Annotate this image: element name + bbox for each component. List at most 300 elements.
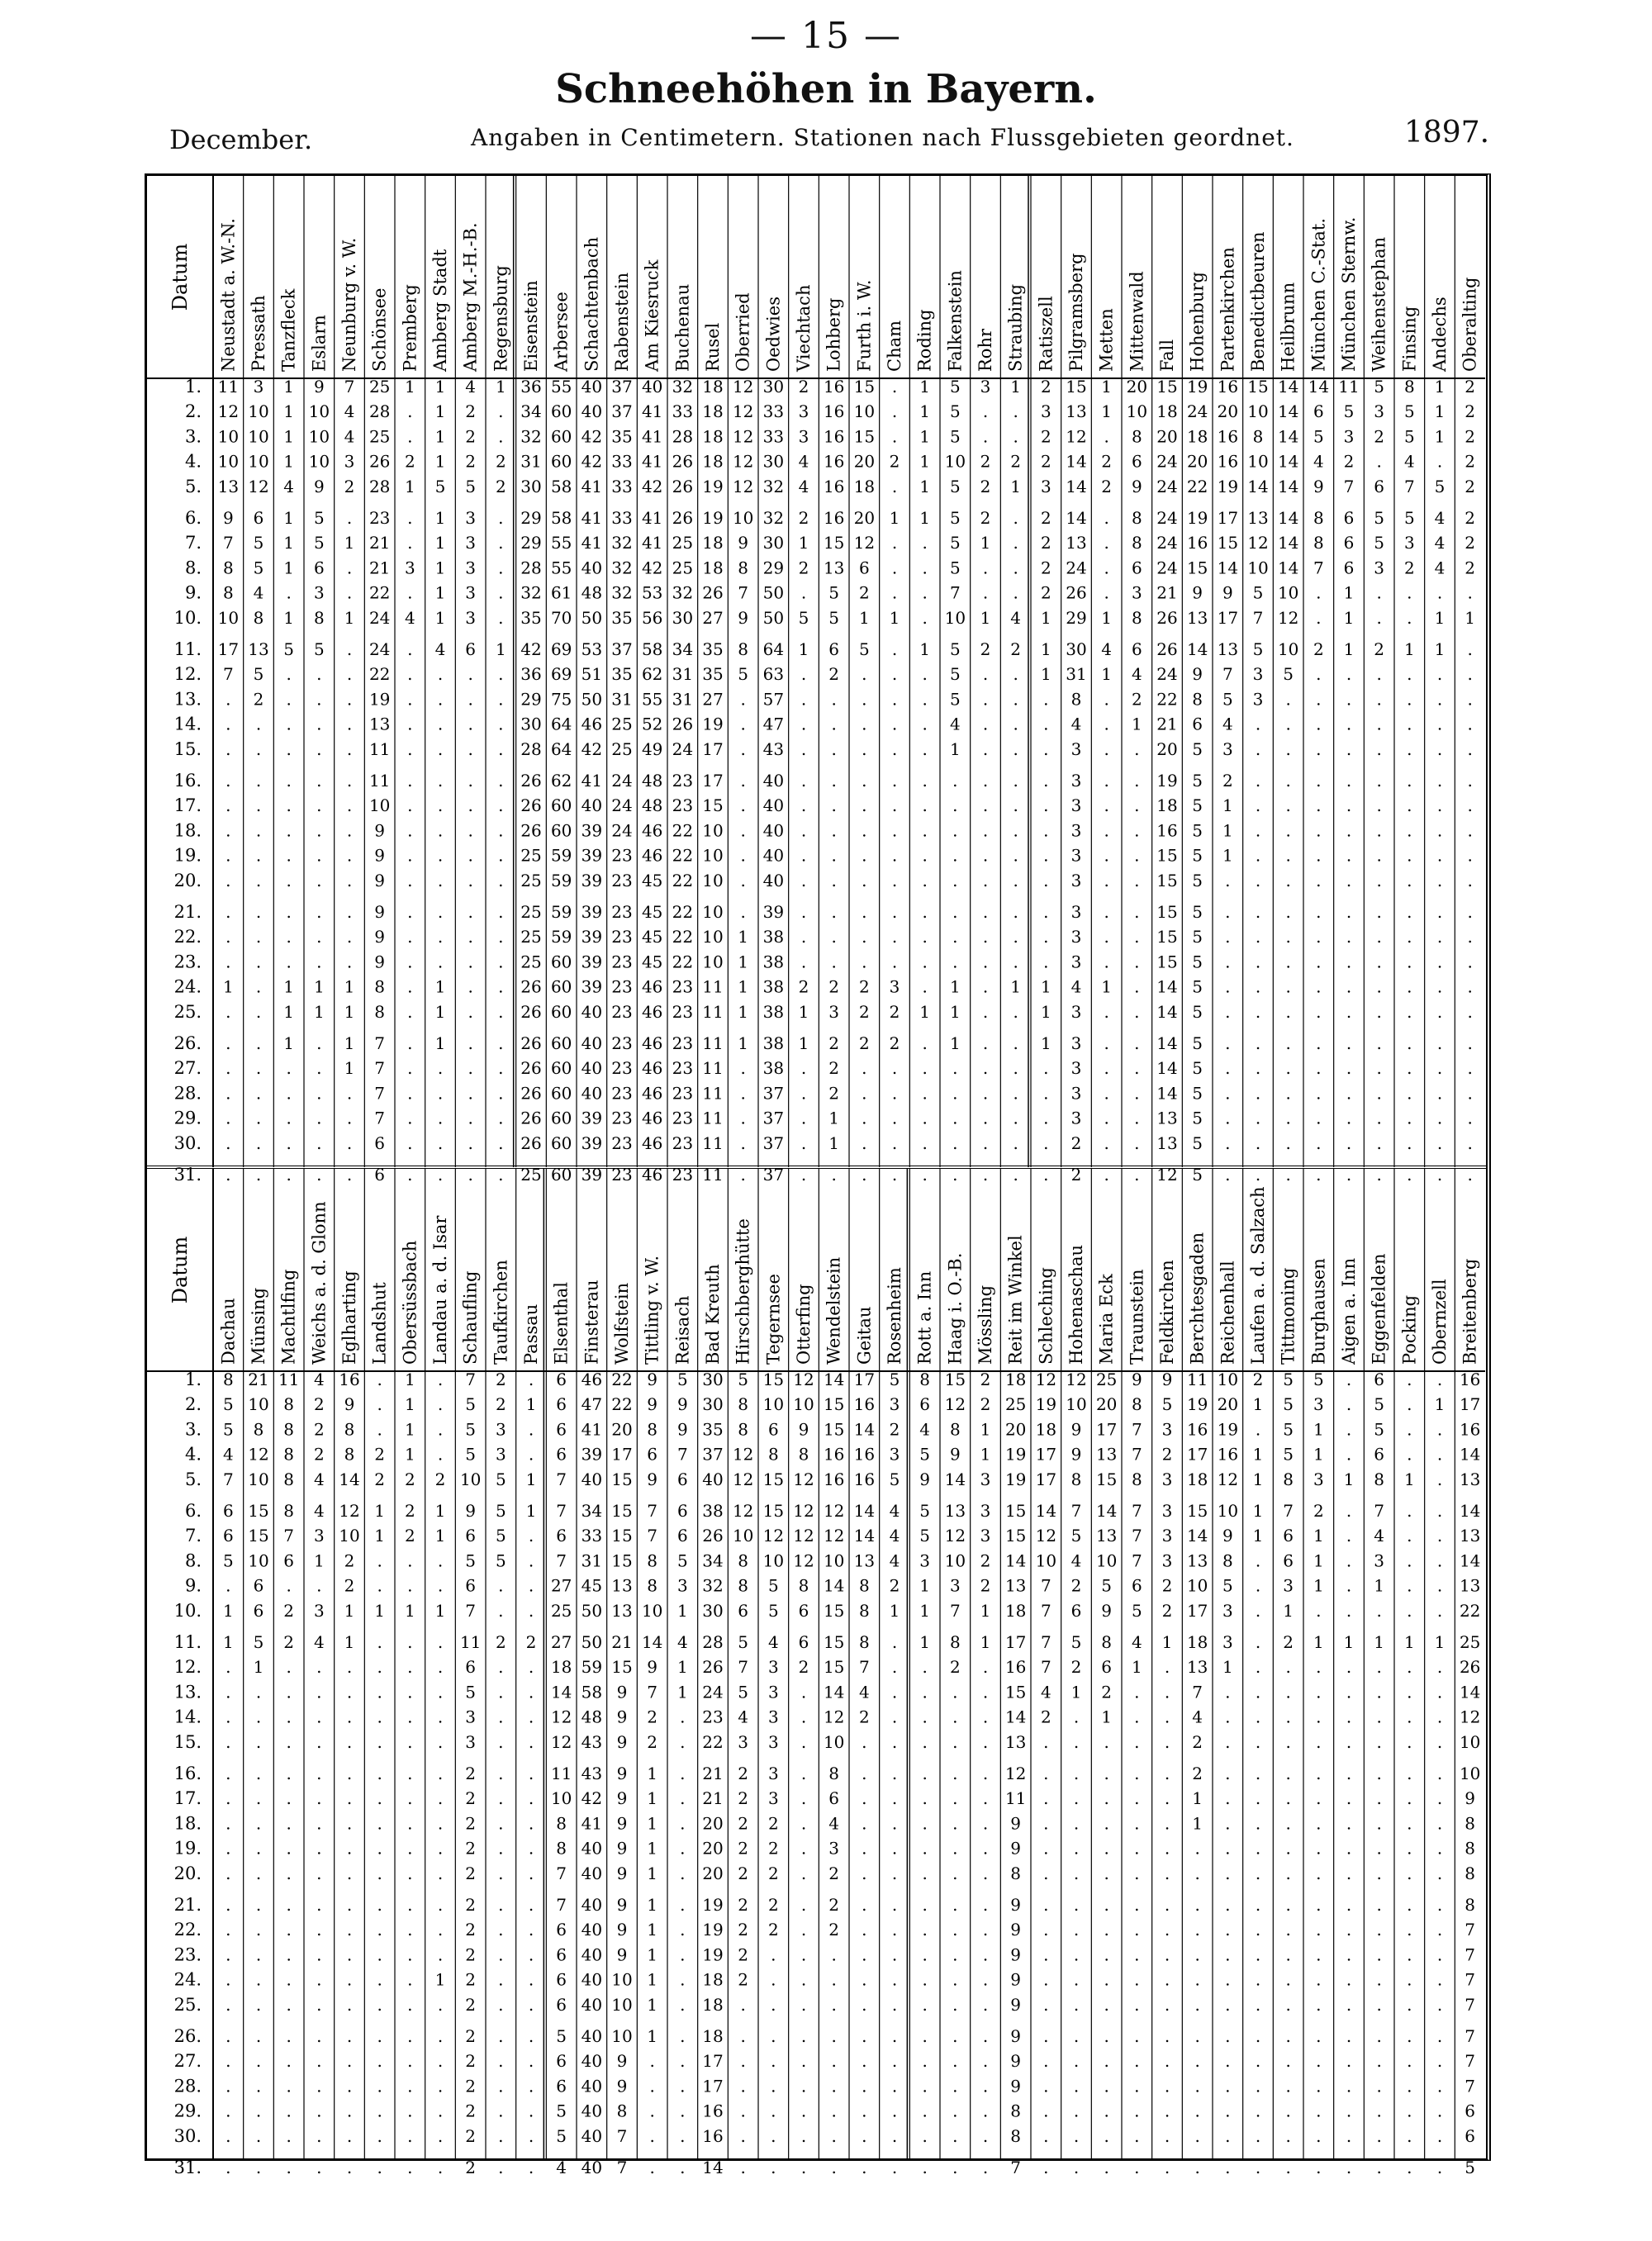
table-cell: . (800, 1132, 807, 1153)
table-cell: . (498, 714, 504, 734)
table-cell: 21 (368, 533, 391, 553)
table-cell: 2 (798, 976, 809, 997)
table-cell: 19 (1217, 476, 1239, 496)
table-cell: . (1407, 902, 1412, 922)
table-cell: . (1255, 902, 1261, 922)
table-cell: . (1285, 1682, 1291, 1702)
table-cell: . (891, 1969, 898, 1990)
table-cell: 18 (1186, 1632, 1208, 1652)
table-cell: . (255, 820, 262, 841)
station-header: Landau a. d. Isar (430, 1215, 450, 1365)
table-cell: 7 (647, 1682, 658, 1702)
table-cell: 5 (313, 533, 325, 553)
table-cell: 34 (520, 401, 542, 422)
table-cell: . (1316, 2125, 1322, 2146)
table-cell: 60 (550, 1001, 572, 1022)
table-cell: 20 (1217, 401, 1239, 422)
table-cell: 12 (550, 1731, 572, 1752)
table-cell: . (1316, 738, 1322, 759)
table-cell: 18 (853, 476, 876, 496)
table-cell: . (286, 795, 292, 816)
table-cell: 28 (702, 1632, 724, 1652)
table-cell: . (498, 1944, 504, 1965)
table-cell: . (316, 2076, 322, 2096)
table-cell: . (1043, 870, 1049, 890)
table-cell: . (1285, 902, 1291, 922)
table-cell: 32 (520, 582, 542, 603)
table-cell: 18 (702, 451, 724, 472)
table-cell: 43 (581, 1764, 603, 1783)
table-cell: . (1436, 1501, 1443, 1521)
table-cell: 40 (581, 2158, 603, 2177)
table-cell: . (346, 1707, 353, 1727)
table-cell: . (1013, 820, 1018, 841)
table-cell: . (1104, 870, 1109, 890)
table-cell: . (468, 771, 473, 791)
table-cell: . (1013, 845, 1018, 866)
table-cell: 5 (949, 639, 961, 659)
station-header: Ratiszell (1036, 296, 1056, 372)
table-cell: . (316, 1657, 322, 1678)
table-cell: . (982, 1001, 989, 1022)
table-cell: . (316, 689, 322, 710)
table-cell: . (831, 2125, 837, 2146)
table-cell: . (286, 927, 292, 947)
table-cell: 12 (853, 533, 876, 553)
table-cell: 2 (465, 1895, 477, 1915)
table-cell: 9 (616, 2051, 628, 2072)
table-cell: 3 (1374, 558, 1385, 578)
table-cell: . (468, 1108, 473, 1128)
table-cell: 12 (793, 1370, 814, 1389)
table-cell: 16 (853, 1469, 876, 1489)
table-cell: 8 (798, 1575, 809, 1596)
table-cell: 1 (1313, 1632, 1324, 1652)
table-cell: . (1436, 870, 1443, 890)
table-cell: . (952, 1863, 958, 1883)
table-cell: 6 (253, 1600, 264, 1621)
table-cell: 2 (404, 1501, 415, 1521)
table-cell: . (1255, 1994, 1261, 2015)
table-cell: . (286, 714, 292, 734)
table-cell: . (1467, 738, 1473, 759)
table-cell: . (346, 1994, 353, 2015)
table-cell: 4 (1434, 533, 1446, 553)
table-cell: . (528, 2101, 534, 2121)
table-cell: . (891, 738, 898, 759)
table-cell: 41 (581, 533, 603, 553)
table-cell: . (1073, 1707, 1080, 1727)
table-cell: . (1436, 1165, 1443, 1185)
table-cell: . (1043, 771, 1049, 791)
table-cell: 15 (1156, 902, 1178, 922)
table-cell: 2 (738, 1895, 749, 1915)
table-cell: . (771, 2101, 776, 2121)
table-cell: . (377, 1419, 382, 1440)
table-cell: 30 (762, 377, 785, 396)
table-cell: 3 (1222, 1632, 1233, 1652)
table-cell: 11 (702, 1083, 724, 1104)
table-cell: 18 (1186, 1469, 1208, 1489)
table-cell: 15 (1186, 1501, 1208, 1521)
table-cell: 5 (222, 1394, 234, 1415)
table-cell: . (1194, 1920, 1200, 1940)
table-cell: 4 (889, 1501, 900, 1521)
table-cell: . (1225, 1994, 1231, 2015)
table-cell: 13 (823, 558, 845, 578)
table-cell: . (1376, 1033, 1382, 1053)
table-cell: . (255, 952, 262, 972)
table-cell: 6 (1131, 639, 1142, 659)
table-cell: . (680, 2026, 686, 2046)
table-cell: 2 (980, 451, 991, 472)
table-cell: . (498, 976, 504, 997)
table-cell: 26 (1459, 1657, 1481, 1678)
table-cell: . (286, 1657, 292, 1678)
table-cell: . (831, 820, 837, 841)
table-cell: . (346, 902, 353, 922)
table-cell: 2 (495, 451, 506, 472)
table-cell: . (1255, 1165, 1261, 1185)
table-cell: 1 (1131, 714, 1142, 734)
table-cell: . (225, 1575, 231, 1596)
table-cell: 16 (853, 1394, 876, 1415)
table-cell: . (225, 1707, 231, 1727)
table-cell: . (498, 2076, 504, 2096)
datum-cell: 12. (173, 664, 202, 685)
table-cell: . (1316, 1994, 1322, 2015)
table-cell: 8 (283, 1394, 295, 1415)
table-cell: 23 (672, 1132, 694, 1153)
table-cell: 2 (738, 1764, 749, 1783)
table-cell: 37 (611, 401, 633, 422)
table-cell: 38 (762, 952, 785, 972)
table-cell: . (800, 952, 807, 972)
table-cell: 2 (1464, 451, 1476, 472)
table-cell: . (680, 1863, 686, 1883)
table-cell: 26 (1156, 639, 1178, 659)
table-cell: 4 (1070, 976, 1082, 997)
table-cell: . (1346, 2125, 1352, 2146)
table-cell: 35 (520, 607, 542, 628)
table-cell: . (377, 1370, 382, 1389)
table-cell: 15 (1217, 533, 1239, 553)
table-cell: 9 (374, 820, 386, 841)
table-cell: . (891, 1764, 898, 1783)
table-cell: 5 (1434, 476, 1446, 496)
table-cell: . (1376, 1969, 1382, 1990)
table-cell: 60 (550, 1165, 572, 1185)
table-cell: . (1376, 2026, 1382, 2046)
station-header: Premberg (400, 284, 420, 372)
table-cell: . (1104, 1788, 1109, 1809)
station-header: Tittling v. W. (642, 1256, 662, 1365)
table-cell: . (1376, 902, 1382, 922)
table-cell: 20 (853, 451, 876, 472)
table-cell: 2 (1070, 1657, 1082, 1678)
table-cell: . (1285, 2051, 1291, 2072)
table-cell: 23 (672, 795, 694, 816)
table-cell: . (1194, 1895, 1200, 1915)
table-cell: 5 (222, 1550, 234, 1571)
table-cell: . (1043, 845, 1049, 866)
table-cell: 3 (1070, 1033, 1082, 1053)
station-header: Pocking (1399, 1294, 1420, 1365)
table-cell: . (1255, 1707, 1261, 1727)
table-cell: . (346, 738, 353, 759)
table-cell: . (1255, 845, 1261, 866)
table-cell: . (862, 927, 867, 947)
table-cell: 2 (495, 1394, 506, 1415)
table-cell: . (1225, 1863, 1231, 1883)
table-cell: 8 (1131, 508, 1142, 528)
table-cell: . (1285, 1764, 1291, 1783)
table-cell: 8 (1010, 2101, 1022, 2121)
table-cell: 16 (1217, 451, 1239, 472)
table-cell: . (1376, 845, 1382, 866)
table-cell: . (1346, 976, 1352, 997)
station-header: Schleching (1036, 1267, 1056, 1365)
table-cell: . (316, 1969, 322, 1990)
table-cell: 1 (798, 1001, 809, 1022)
table-cell: 1 (1040, 1033, 1051, 1053)
table-cell: 10 (1247, 558, 1269, 578)
table-cell: 2 (980, 476, 991, 496)
table-cell: . (862, 1920, 867, 1940)
table-cell: 3 (465, 607, 477, 628)
table-cell: . (831, 870, 837, 890)
table-cell: 9 (1464, 1788, 1476, 1809)
table-cell: . (982, 1920, 989, 1940)
table-cell: . (1346, 1083, 1352, 1104)
table-cell: . (800, 2076, 807, 2096)
table-cell: 22 (611, 1370, 633, 1389)
table-cell: 9 (1010, 2026, 1022, 2046)
station-header: Passau (521, 1303, 541, 1365)
table-cell: . (1407, 714, 1412, 734)
table-cell: . (952, 1731, 958, 1752)
table-cell: 4 (404, 607, 415, 628)
table-cell: 37 (762, 1083, 785, 1104)
table-cell: 2 (1010, 451, 1022, 472)
table-cell: 1 (525, 1469, 537, 1489)
table-cell: . (1285, 1731, 1291, 1752)
table-cell: 47 (762, 714, 785, 734)
table-cell: . (922, 664, 928, 685)
table-cell: . (922, 902, 928, 922)
table-cell: 2 (1070, 1165, 1082, 1185)
table-cell: 15 (248, 1526, 269, 1546)
table-cell: 7 (1040, 1575, 1051, 1596)
table-cell: . (225, 1083, 231, 1104)
table-cell: . (1316, 1969, 1322, 1990)
table-cell: 13 (611, 1600, 633, 1621)
table-cell: 8 (647, 1550, 658, 1571)
table-cell: 46 (641, 1058, 663, 1079)
table-cell: 1 (1434, 401, 1446, 422)
table-cell: . (255, 1132, 262, 1153)
table-cell: . (1346, 771, 1352, 791)
table-cell: 24 (1156, 508, 1178, 528)
table-cell: . (1467, 582, 1473, 603)
table-cell: 1 (949, 1033, 961, 1053)
table-cell: . (225, 1895, 231, 1915)
table-cell: . (255, 714, 262, 734)
table-cell: . (680, 2076, 686, 2096)
table-cell: . (225, 1788, 231, 1809)
table-cell: . (1346, 1165, 1352, 1185)
table-cell: . (407, 1969, 413, 1990)
table-cell: . (831, 2076, 837, 2096)
table-cell: 6 (738, 1600, 749, 1621)
table-cell: . (1285, 1707, 1291, 1727)
table-cell: . (437, 1444, 444, 1465)
table-cell: 6 (676, 1501, 688, 1521)
table-cell: 33 (611, 451, 633, 472)
table-cell: . (1346, 1550, 1352, 1571)
table-cell: 1 (1192, 1813, 1203, 1834)
station-header: Oedwies (763, 297, 784, 372)
table-cell: 14 (1459, 1550, 1481, 1571)
table-cell: . (316, 1682, 322, 1702)
table-cell: . (1013, 426, 1018, 447)
table-cell: 1 (647, 1969, 658, 1990)
table-cell: 10 (248, 401, 269, 422)
table-cell: 2 (374, 1469, 386, 1489)
table-cell: 1 (919, 1575, 931, 1596)
table-cell: 4 (949, 714, 961, 734)
table-cell: . (862, 738, 867, 759)
table-cell: . (225, 2125, 231, 2146)
station-header: Rabenstein (612, 272, 632, 372)
table-cell: . (1194, 1994, 1200, 2015)
table-cell: 1 (647, 1994, 658, 2015)
datum-cell: 16. (173, 771, 202, 791)
datum-cell: 18. (173, 820, 202, 841)
table-cell: 25 (368, 426, 391, 447)
table-cell: 25 (520, 927, 542, 947)
table-cell: 21 (368, 558, 391, 578)
table-cell: . (1285, 689, 1291, 710)
datum-cell: 8. (184, 558, 202, 578)
table-cell: . (1407, 1600, 1412, 1621)
table-cell: 60 (550, 451, 572, 472)
table-cell: . (255, 2051, 262, 2072)
table-cell: 20 (1217, 1394, 1239, 1415)
table-cell: . (1164, 1895, 1170, 1915)
table-cell: . (1436, 1033, 1443, 1053)
table-cell: 3 (1070, 952, 1082, 972)
table-cell: . (952, 2051, 958, 2072)
table-cell: . (1104, 1863, 1109, 1883)
table-cell: . (1043, 1764, 1049, 1783)
table-cell: . (1346, 2076, 1352, 2096)
table-cell: . (498, 1920, 504, 1940)
table-cell: 5 (828, 607, 840, 628)
table-cell: 41 (641, 426, 663, 447)
table-cell: 18 (702, 533, 724, 553)
table-cell: . (1225, 902, 1231, 922)
table-cell: . (286, 738, 292, 759)
table-cell: 1 (1161, 1632, 1173, 1652)
table-cell: 8 (647, 1419, 658, 1440)
table-cell: 18 (1035, 1419, 1057, 1440)
table-cell: 6 (1283, 1550, 1294, 1571)
table-cell: 8 (949, 1419, 961, 1440)
table-cell: 3 (404, 558, 415, 578)
datum-cell: 11. (173, 1632, 202, 1652)
table-cell: 14 (944, 1469, 966, 1489)
table-cell: . (377, 1657, 382, 1678)
table-cell: 16 (823, 377, 845, 396)
table-cell: 60 (550, 1058, 572, 1079)
table-cell: 16 (1004, 1657, 1027, 1678)
station-header: Eggenfelden (1369, 1253, 1389, 1365)
table-cell: 1 (1252, 1526, 1264, 1546)
table-cell: 9 (1222, 582, 1233, 603)
table-cell: . (1255, 1001, 1261, 1022)
table-cell: 46 (641, 1108, 663, 1128)
table-cell: 1 (434, 1526, 446, 1546)
table-cell: 40 (581, 377, 603, 396)
table-cell: 1 (919, 377, 931, 396)
station-header: Weichs a. d. Glonn (309, 1201, 330, 1365)
table-cell: 2 (1070, 1132, 1082, 1153)
table-cell: 14 (1277, 377, 1299, 396)
table-cell: 1 (647, 1863, 658, 1883)
table-cell: 1 (647, 1895, 658, 1915)
table-cell: 7 (738, 1657, 749, 1678)
table-cell: . (377, 1969, 382, 1990)
table-cell: 30 (672, 607, 694, 628)
table-cell: . (1164, 1863, 1170, 1883)
table-cell: 60 (550, 426, 572, 447)
table-cell: 3 (828, 1838, 840, 1859)
table-cell: . (831, 902, 837, 922)
table-cell: . (528, 1813, 534, 1834)
table-cell: 10 (1459, 1764, 1481, 1783)
table-cell: . (800, 820, 807, 841)
table-cell: . (862, 1994, 867, 2015)
table-cell: 2 (344, 476, 355, 496)
table-cell: . (346, 1895, 353, 1915)
table-cell: . (437, 1895, 444, 1915)
table-cell: 9 (1161, 1370, 1173, 1389)
table-cell: 22 (672, 820, 694, 841)
table-cell: 5 (222, 1419, 234, 1440)
table-cell: . (286, 771, 292, 791)
table-cell: . (1467, 952, 1473, 972)
table-cell: . (891, 952, 898, 972)
table-cell: 9 (344, 1394, 355, 1415)
table-cell: . (982, 2125, 989, 2146)
table-cell: 24 (702, 1682, 724, 1702)
table-cell: . (952, 1682, 958, 1702)
table-cell: . (1285, 1001, 1291, 1022)
table-cell: 8 (374, 976, 386, 997)
table-cell: 1 (1434, 639, 1446, 659)
table-cell: . (922, 1657, 928, 1678)
table-cell: . (1104, 533, 1109, 553)
table-cell: 14 (1277, 558, 1299, 578)
table-cell: . (1407, 1895, 1412, 1915)
table-cell: 12 (217, 401, 240, 422)
table-cell: 55 (550, 377, 572, 396)
table-cell: . (225, 1944, 231, 1965)
table-cell: 18 (702, 1969, 724, 1990)
table-cell: . (1316, 664, 1322, 685)
station-header: Viechtach (794, 284, 814, 372)
